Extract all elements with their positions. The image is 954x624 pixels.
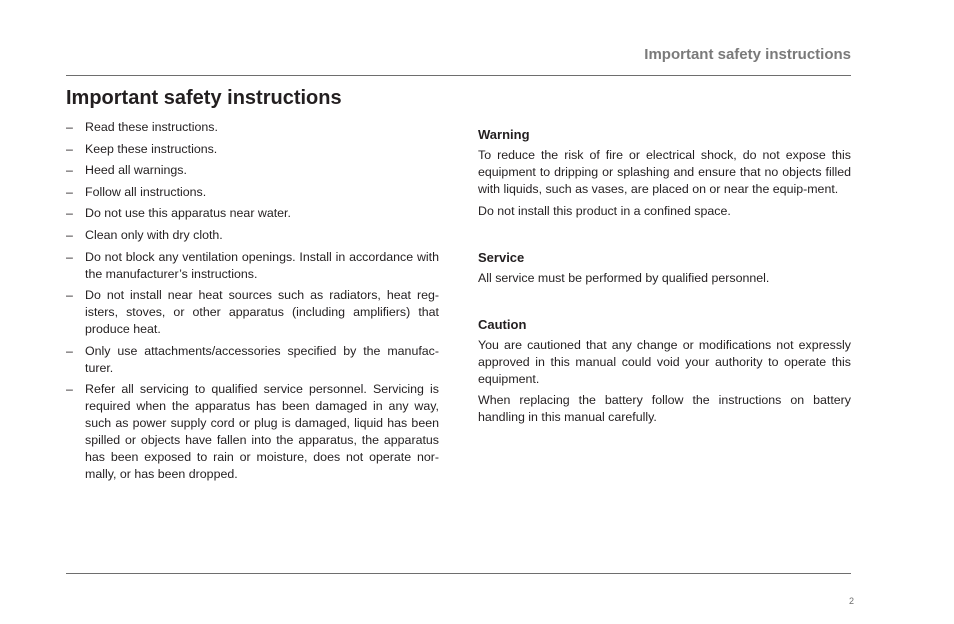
list-item [66,227,439,244]
list-item [66,141,439,158]
dash-bullet: – [66,227,73,242]
list-item [66,184,439,201]
instructions-list [66,119,439,483]
warning-section [478,126,851,220]
warning-paragraph: Do not install this product in a confined space. [478,203,731,218]
page-title: Important safety instructions [66,87,342,109]
warning-paragraph: To reduce the risk of fire or electrical shock, do not expose this equipment to dripping or splashing and ensure that no objects filled with liquids, such as vases, are placed on or near the equip-ment. [478,148,851,196]
list-item [66,249,439,283]
list-item [66,205,439,222]
instructions-column [66,119,439,488]
list-item-text: Do not block any ventilation openings. Install in accordance with the manufacturer’s instructions. [85,249,439,281]
list-item-text: Do not install near heat sources such as radiators, heat reg-isters, stoves, or other apparatus (including amplifiers) that produce heat. [85,288,439,337]
service-section [478,249,851,287]
top-divider [66,75,851,76]
list-item [66,162,439,179]
list-item [66,343,439,377]
caution-section [478,316,851,427]
list-item [66,287,439,338]
dash-bullet: – [66,343,73,358]
list-item-text: Refer all servicing to qualified service personnel. Servicing is required when the apparatus has been damaged in any way, such as power supply cord or plug is damaged, liquid has been spilled or objects have fallen into the apparatus, the apparatus has been exposed to rain or moisture, does not operate nor-mally, or has been dropped. [85,382,439,482]
list-item [66,119,439,136]
caution-paragraph: You are cautioned that any change or modifications not expressly approved in this manual could void your authority to operate this equipment. [478,337,851,386]
list-item [66,381,439,483]
bottom-divider [66,573,851,574]
running-header: Important safety instructions [644,46,851,63]
dash-bullet: – [66,141,73,156]
dash-bullet: – [66,382,73,397]
dash-bullet: – [66,184,73,199]
dash-bullet: – [66,163,73,178]
list-item-text: Follow all instructions. [85,184,207,199]
caution-heading: Caution [478,316,527,332]
list-item-text: Only use attachments/accessories specified by the manufac-turer. [85,343,439,375]
dash-bullet: – [66,249,73,264]
caution-paragraph: When replacing the battery follow the instructions on battery handling in this manual carefully. [478,393,851,424]
dash-bullet: – [66,288,73,303]
service-heading: Service [478,249,525,265]
warning-heading: Warning [478,127,530,142]
dash-bullet: – [66,206,73,221]
list-item-text: Do not use this apparatus near water. [85,206,291,221]
list-item-text: Read these instructions. [85,120,218,134]
list-item-text: Clean only with dry cloth. [85,227,223,242]
page-number: 2 [848,596,854,606]
list-item-text: Keep these instructions. [85,141,218,156]
dash-bullet: – [66,120,73,134]
service-paragraph: All service must be performed by qualified personnel. [478,270,770,285]
list-item-text: Heed all warnings. [85,163,187,178]
notices-column [478,126,851,455]
